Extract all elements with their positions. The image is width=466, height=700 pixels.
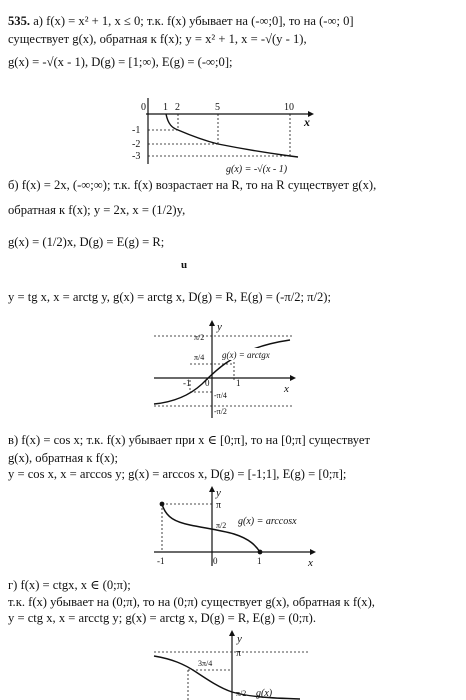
x-axis-label: x — [284, 383, 289, 395]
y-tick-pi4: π/4 — [194, 353, 205, 362]
part-b-line-3: g(x) = (1/2)x, D(g) = E(g) = R; — [8, 235, 165, 249]
y-tick-3pi4: 3π/4 — [198, 659, 213, 668]
part-v-line-2: g(x), обратная к f(x); — [8, 451, 118, 465]
part-a-line-2: существует g(x), обратная к f(x); y = x² + 1, x = -√(y - 1), — [8, 32, 307, 46]
x-tick-0: 0 — [205, 378, 210, 388]
x-tick-1: 1 — [163, 102, 168, 113]
stray-mark: u — [181, 259, 188, 271]
x-tick-10: 10 — [284, 102, 294, 113]
curve-label-arccos: g(x) = arccosx — [238, 516, 297, 527]
x-tick-neg1: -1 — [157, 556, 165, 566]
part-a-text-1: а) f(x) = x² + 1, x ≤ 0; т.к. f(x) убывает на (-∞;0], то на (-∞; 0] — [33, 14, 354, 28]
y-tick-neg-pi4: -π/4 — [214, 391, 227, 400]
x-axis-arrow — [310, 549, 316, 555]
endpoint-right — [258, 550, 263, 555]
part-b-line-2: обратная к f(x); y = 2x, x = (1/2)y, — [8, 203, 186, 217]
graph-arccos — [150, 484, 320, 574]
part-a-line-1 — [8, 14, 354, 29]
y-tick-pi2: π/2 — [194, 333, 205, 342]
y-axis-label: y — [217, 321, 222, 333]
part-g-line-2: т.к. f(x) убывает на (0;π), то на (0;π) существует g(x), обратная к f(x), — [8, 595, 375, 609]
part-v-line-1: в) f(x) = cos x; т.к. f(x) убывает при x ∈ [0;π], то на [0;π] существует — [8, 433, 370, 447]
curve-arccos — [162, 504, 260, 552]
graph-arcctg — [150, 626, 320, 700]
graph-arcsqrt — [128, 94, 318, 176]
x-axis-label: x — [308, 557, 313, 569]
graph-arctg — [150, 320, 300, 420]
y-tick-pi2: π/2 — [236, 689, 247, 698]
y-tick-pi: π — [216, 500, 222, 511]
y-axis-arrow — [229, 630, 235, 636]
y-tick-neg1: -1 — [132, 125, 141, 136]
y-axis-arrow — [209, 486, 215, 492]
endpoint-left — [160, 502, 165, 507]
y-axis-label: y — [216, 487, 221, 499]
problem-number: 535. — [8, 14, 31, 28]
curve-label-a: g(x) = -√(x - 1) — [226, 164, 288, 175]
y-axis-label: y — [237, 633, 242, 645]
y-tick-pi: π — [236, 648, 242, 659]
x-tick-0: 0 — [141, 102, 146, 113]
x-tick-1: 1 — [257, 556, 262, 566]
curve-label-arctg: g(x) = arctgx — [222, 350, 270, 360]
y-axis-arrow — [209, 320, 215, 326]
y-tick-neg3: -3 — [132, 151, 141, 162]
x-tick-5: 5 — [215, 102, 220, 113]
curve-arcctg — [154, 656, 300, 699]
y-tick-neg2: -2 — [132, 139, 141, 150]
y-tick-neg-pi2: -π/2 — [214, 407, 227, 416]
x-axis-label: x — [304, 115, 310, 129]
x-tick-neg1: -1 — [183, 378, 191, 388]
part-a-line-3: g(x) = -√(x - 1), D(g) = [1;∞), E(g) = (-∞;0]; — [8, 55, 233, 69]
x-axis-arrow — [290, 375, 296, 381]
part-g-line-1: г) f(x) = ctgx, x ∈ (0;π); — [8, 578, 131, 592]
curve-label-arcctg: g(x) — [256, 688, 273, 699]
part-b-line-1: б) f(x) = 2x, (-∞;∞); т.к. f(x) возрастает на R, то на R существует g(x), — [8, 178, 377, 192]
y-tick-pi2: π/2 — [216, 521, 227, 530]
part-tg-line-1: y = tg x, x = arctg y, g(x) = arctg x, D(g) = R, E(g) = (-π/2; π/2); — [8, 290, 332, 304]
curve-arcsqrt — [166, 114, 298, 157]
x-tick-2: 2 — [175, 102, 180, 113]
x-tick-0: 0 — [213, 556, 218, 566]
part-g-line-3: y = ctg x, x = arcctg y; g(x) = arctg x, D(g) = R, E(g) = (0;π). — [8, 611, 317, 625]
x-tick-1: 1 — [236, 378, 241, 388]
part-v-line-3: y = cos x, x = arccos y; g(x) = arccos x, D(g) = [-1;1], E(g) = [0;π]; — [8, 467, 347, 481]
